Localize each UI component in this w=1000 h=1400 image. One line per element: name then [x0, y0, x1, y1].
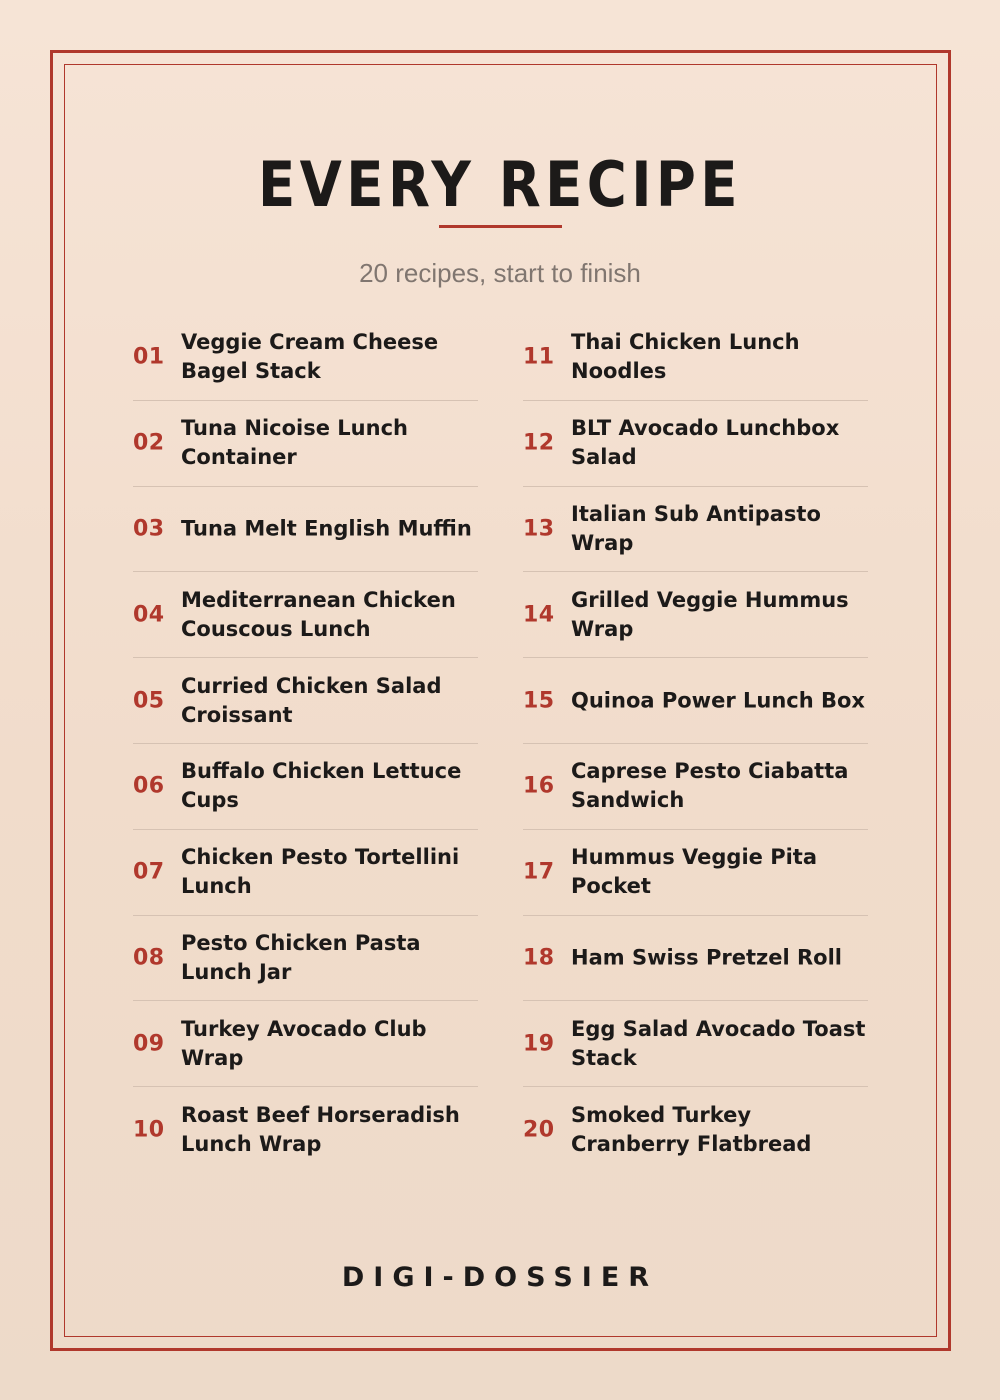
- recipe-item: [523, 314, 868, 400]
- recipe-name: Italian Sub Antipasto Wrap: [571, 501, 821, 555]
- recipe-item: [523, 657, 868, 743]
- recipe-name: BLT Avocado Lunchbox Salad: [571, 416, 840, 470]
- page-subtitle: 20 recipes, start to finish: [359, 258, 641, 288]
- recipe-item: [523, 486, 868, 572]
- recipe-number: 09: [133, 1031, 165, 1057]
- recipe-name: Quinoa Power Lunch Box: [571, 688, 865, 713]
- recipe-name: Tuna Melt English Muffin: [181, 516, 472, 541]
- recipe-item: [133, 400, 478, 486]
- recipe-item: [133, 829, 478, 915]
- recipe-name: Ham Swiss Pretzel Roll: [571, 945, 842, 970]
- recipe-name: Egg Salad Avocado Toast Stack: [571, 1016, 866, 1070]
- recipe-number: 04: [133, 602, 165, 628]
- recipe-item: [133, 1000, 478, 1086]
- recipe-name: Mediterranean Chicken Couscous Lunch: [181, 587, 456, 641]
- recipe-number: 15: [523, 688, 555, 714]
- recipe-item: [523, 571, 868, 657]
- recipe-number: 16: [523, 773, 555, 799]
- recipe-number: 01: [133, 344, 165, 370]
- recipe-number: 03: [133, 516, 165, 542]
- recipe-number: 20: [523, 1117, 555, 1143]
- recipe-name: Veggie Cream Cheese Bagel Stack: [181, 329, 439, 383]
- recipe-item: [133, 486, 478, 572]
- recipe-number: 07: [133, 859, 165, 885]
- page-title: EVERY RECIPE: [258, 148, 742, 221]
- recipe-name: Pesto Chicken Pasta Lunch Jar: [181, 930, 421, 984]
- recipe-list-left: [133, 314, 478, 1172]
- recipe-number: 05: [133, 688, 165, 714]
- recipe-item: [523, 743, 868, 829]
- recipe-item: [133, 314, 478, 400]
- recipe-number: 06: [133, 773, 165, 799]
- recipe-name: Roast Beef Horseradish Lunch Wrap: [181, 1102, 460, 1156]
- recipe-item: [523, 400, 868, 486]
- recipe-item: [523, 1086, 868, 1172]
- recipe-item: [133, 743, 478, 829]
- recipe-number: 18: [523, 945, 555, 971]
- recipe-name: Buffalo Chicken Lettuce Cups: [181, 759, 462, 813]
- recipe-number: 17: [523, 859, 555, 885]
- title-underline: [439, 225, 562, 228]
- recipe-item: [523, 829, 868, 915]
- recipe-item: [133, 915, 478, 1001]
- recipe-name: Grilled Veggie Hummus Wrap: [571, 587, 849, 641]
- brand-footer: DIGI-DOSSIER: [341, 1262, 659, 1293]
- recipe-name: Tuna Nicoise Lunch Container: [181, 416, 408, 470]
- recipe-name: Turkey Avocado Club Wrap: [181, 1016, 427, 1070]
- recipe-number: 02: [133, 430, 165, 456]
- recipe-item: [133, 1086, 478, 1172]
- recipe-number: 08: [133, 945, 165, 971]
- recipe-item: [523, 915, 868, 1001]
- recipe-name: Caprese Pesto Ciabatta Sandwich: [571, 759, 849, 813]
- recipe-name: Chicken Pesto Tortellini Lunch: [181, 845, 460, 899]
- recipe-item: [523, 1000, 868, 1086]
- recipe-number: 19: [523, 1031, 555, 1057]
- recipe-item: [133, 571, 478, 657]
- recipe-number: 10: [133, 1117, 165, 1143]
- recipe-item: [133, 657, 478, 743]
- recipe-name: Curried Chicken Salad Croissant: [181, 673, 442, 727]
- recipe-name: Hummus Veggie Pita Pocket: [571, 845, 818, 899]
- recipe-name: Thai Chicken Lunch Noodles: [571, 329, 800, 383]
- recipe-number: 13: [523, 516, 555, 542]
- recipe-number: 11: [523, 344, 555, 370]
- recipe-name: Smoked Turkey Cranberry Flatbread: [571, 1102, 812, 1156]
- recipe-list-right: [523, 314, 868, 1172]
- recipe-number: 14: [523, 602, 555, 628]
- recipe-number: 12: [523, 430, 555, 456]
